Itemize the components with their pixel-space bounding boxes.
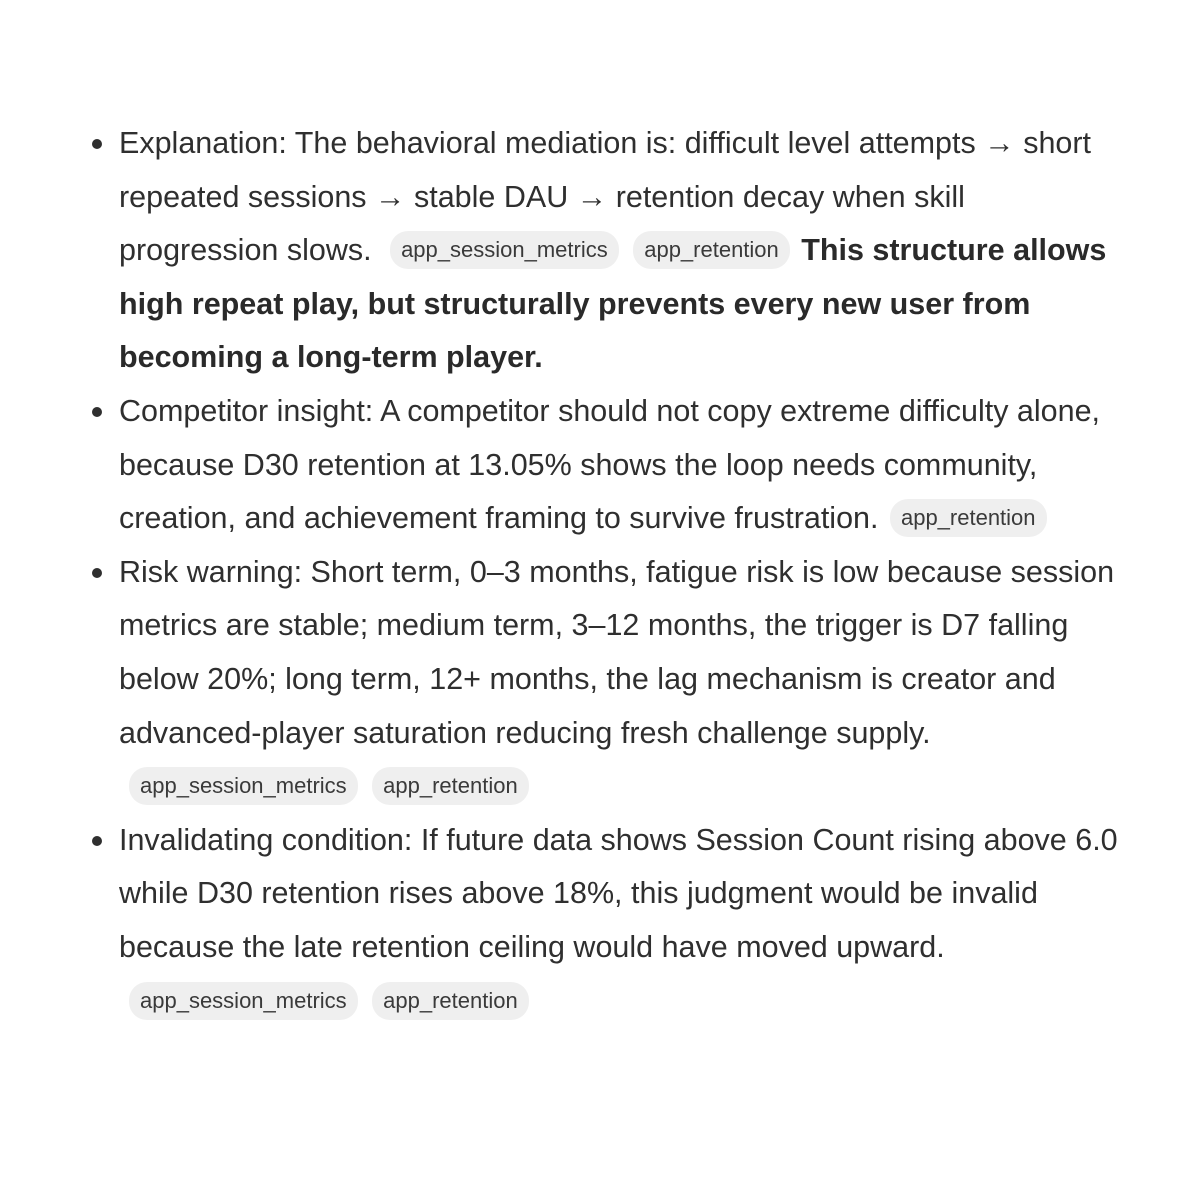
list-item-competitor-insight bbox=[88, 385, 1128, 546]
bullet-dot bbox=[92, 139, 102, 149]
list-item-risk-warning bbox=[88, 546, 1128, 814]
source-tag-app-retention[interactable]: app_retention bbox=[890, 499, 1047, 537]
bullet-dot bbox=[92, 836, 102, 846]
risk-warning-text: Risk warning: Short term, 0–3 months, fatigue risk is low because session metrics are stable; medium term, 3–12 months, the trigger is D7 falling below 20%; long term, 12+ months, the lag mechanism is creator and advanced-player saturation reducing fresh challenge supply. bbox=[119, 554, 1115, 750]
source-tag-app-retention[interactable]: app_retention bbox=[372, 982, 529, 1020]
invalidating-condition-text: Invalidating condition: If future data shows Session Count rising above 6.0 while D30 retention rises above 18%, this judgment would be invalid because the late retention ceiling would have moved upward. bbox=[119, 822, 1118, 964]
source-tag-app-retention[interactable]: app_retention bbox=[372, 767, 529, 805]
insight-list bbox=[88, 117, 1128, 1028]
competitor-insight-text: Competitor insight: A competitor should not copy extreme difficulty alone, because D30 retention at 13.05% shows the loop needs community, creation, and achievement framing to survive frustration. bbox=[119, 393, 1101, 536]
bullet-dot bbox=[92, 407, 102, 417]
list-item-explanation bbox=[88, 117, 1128, 385]
explanation-emphasis: This structure allows high repeat play, but structurally prevents every new user from becoming a long-term player. bbox=[119, 233, 1107, 375]
source-tag-app-session-metrics[interactable]: app_session_metrics bbox=[390, 231, 619, 269]
bullet-dot bbox=[92, 568, 102, 578]
source-tag-app-session-metrics[interactable]: app_session_metrics bbox=[129, 767, 358, 805]
source-tag-app-retention[interactable]: app_retention bbox=[633, 231, 790, 269]
explanation-text: Explanation: The behavioral mediation is: difficult level attempts → short repeated sessions → stable DAU → retention decay when skill progression slows. bbox=[119, 126, 1091, 268]
list-item-invalidating-condition bbox=[88, 814, 1128, 1028]
source-tag-app-session-metrics[interactable]: app_session_metrics bbox=[129, 982, 358, 1020]
